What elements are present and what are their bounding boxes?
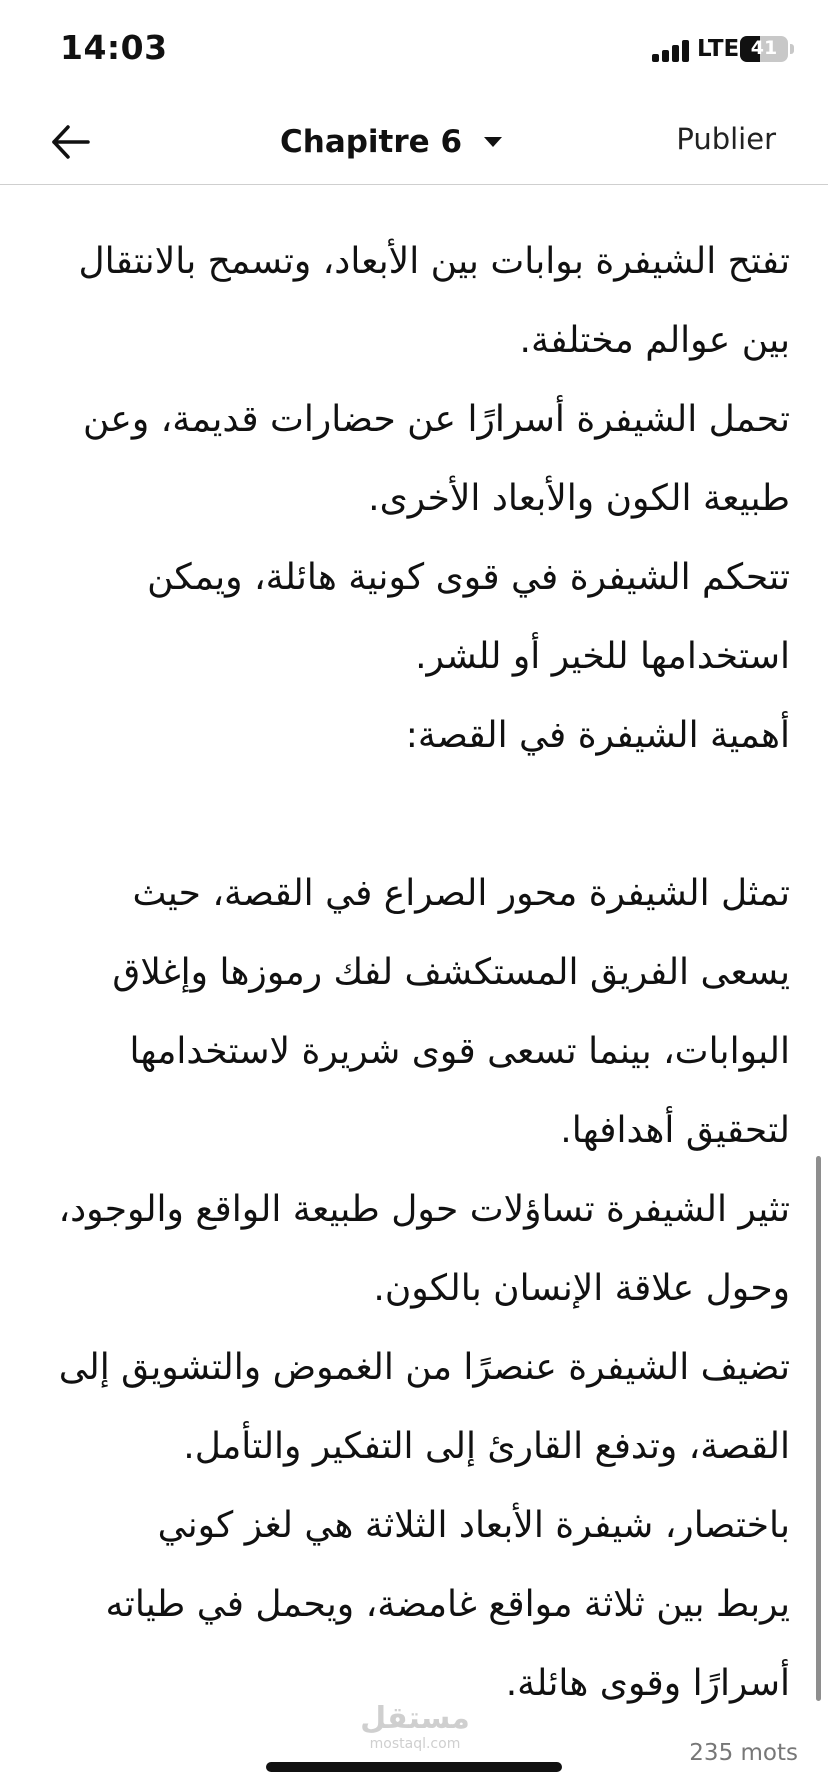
text-line[interactable]: باختصار، شيفرة الأبعاد الثلاثة هي لغز كوني xyxy=(157,1505,790,1546)
status-time: 14:03 xyxy=(60,28,168,67)
text-line[interactable]: يسعى الفريق المستكشف لفك رموزها وإغلاق xyxy=(112,952,790,993)
text-line[interactable]: تثير الشيفرة تساؤلات حول طبيعة الواقع والوجود، xyxy=(58,1189,790,1230)
status-bar xyxy=(0,0,828,100)
chapter-title: Chapitre 6 xyxy=(280,124,463,160)
watermark-arabic: مستقل xyxy=(360,1701,470,1736)
text-line[interactable]: أهمية الشيفرة في القصة: xyxy=(405,715,790,756)
text-line[interactable]: أسرارًا وقوى هائلة. xyxy=(505,1663,790,1704)
text-line[interactable]: القصة، وتدفع القارئ إلى التفكير والتأمل. xyxy=(183,1426,790,1467)
scrollbar[interactable] xyxy=(816,1156,821,1701)
battery-tip xyxy=(790,44,794,54)
text-line[interactable]: بين عوالم مختلفة. xyxy=(519,320,790,361)
publish-button[interactable]: Publier xyxy=(676,122,776,156)
editor-header xyxy=(0,100,828,185)
arrow-left-icon xyxy=(46,118,94,166)
text-line[interactable]: تمثل الشيفرة محور الصراع في القصة، حيث xyxy=(132,873,790,914)
text-line[interactable]: يربط بين ثلاثة مواقع غامضة، ويحمل في طياته xyxy=(105,1584,790,1625)
network-type: LTE xyxy=(697,36,740,62)
signal-strength-icon xyxy=(652,38,690,62)
text-line[interactable]: لتحقيق أهدافها. xyxy=(560,1110,790,1151)
battery-level: 41 xyxy=(750,37,778,59)
chapter-text-editor[interactable] xyxy=(38,222,790,1723)
caret-down-icon xyxy=(484,137,502,147)
back-button[interactable] xyxy=(46,118,94,166)
watermark-latin: mostaql.com xyxy=(369,1736,461,1752)
text-line[interactable]: تحمل الشيفرة أسرارًا عن حضارات قديمة، وعن xyxy=(82,399,790,440)
text-line[interactable]: تتحكم الشيفرة في قوى كونية هائلة، ويمكن xyxy=(147,557,790,598)
blank-line[interactable] xyxy=(38,775,790,854)
word-count: 235 mots xyxy=(689,1740,798,1766)
text-line[interactable]: تفتح الشيفرة بوابات بين الأبعاد، وتسمح بالانتقال xyxy=(78,241,790,282)
text-line[interactable]: استخدامها للخير أو للشر. xyxy=(415,636,790,677)
text-line[interactable]: وحول علاقة الإنسان بالكون. xyxy=(373,1268,790,1309)
battery-icon xyxy=(740,36,788,62)
text-line[interactable]: البوابات، بينما تسعى قوى شريرة لاستخدامها xyxy=(129,1031,790,1072)
watermark-logo xyxy=(360,1702,470,1752)
chapter-selector[interactable] xyxy=(280,120,502,164)
text-line[interactable]: تضيف الشيفرة عنصرًا من الغموض والتشويق إلى xyxy=(58,1347,790,1388)
text-line[interactable]: طبيعة الكون والأبعاد الأخرى. xyxy=(368,478,790,519)
home-indicator[interactable] xyxy=(266,1762,562,1772)
